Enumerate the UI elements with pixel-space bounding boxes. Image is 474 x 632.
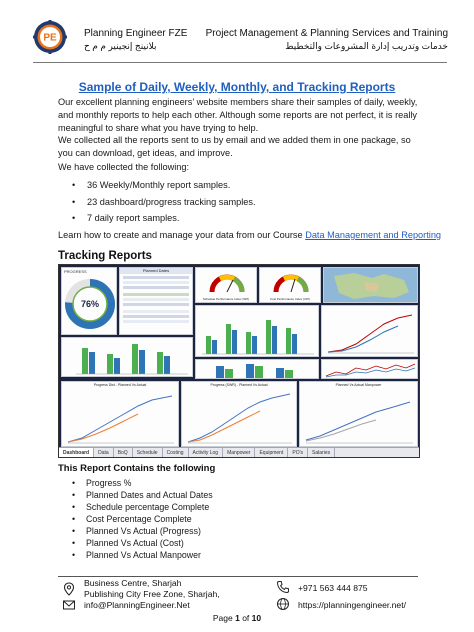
phone-number[interactable]: +971 563 444 875 <box>298 583 368 593</box>
tab-schedule: Schedule <box>133 448 163 457</box>
progress-donut-chart <box>62 274 118 334</box>
map-panel <box>323 267 418 303</box>
globe-icon <box>276 597 290 611</box>
collection-paragraph: We collected all the reports sent to us by email and we added them in one package, so you can download, get ideas, and improve. <box>58 135 411 158</box>
footer-divider <box>58 576 418 577</box>
course-line <box>58 230 441 240</box>
dashboard-screenshot <box>58 264 420 458</box>
tab-dashboard: Dashboard <box>59 448 94 457</box>
cpi-gauge-panel <box>259 267 321 303</box>
planned-vs-actual-manpower-panel <box>299 381 418 447</box>
tab-pos: PO's <box>288 448 308 457</box>
logo-text: PE <box>43 32 57 44</box>
progress-dist-chart <box>62 388 180 446</box>
progress-label: PROGRESS <box>64 269 87 274</box>
spi-title: Schedule Performance Index (SPI) <box>202 297 250 301</box>
website-link[interactable]: https://planningengineer.net/ <box>298 600 406 610</box>
bar-chart-2 <box>62 338 194 378</box>
progress-swr-panel <box>181 381 297 447</box>
email-icon <box>62 598 76 612</box>
progress-swr-chart <box>182 388 298 446</box>
bar-chart-1 <box>196 306 320 358</box>
planned-dates-table <box>123 276 189 323</box>
progress-swr-title: Progress (SWR) - Planned Vs Actual <box>210 383 268 387</box>
company-logo-icon <box>33 20 67 54</box>
planned-vs-actual-bar-panel <box>195 305 319 357</box>
spi-gauge-panel <box>195 267 257 303</box>
email-link[interactable]: info@PlanningEngineer.Net <box>84 600 190 610</box>
line-chart-1 <box>322 360 419 380</box>
map-image <box>324 268 419 304</box>
contains-heading: This Report Contains the following <box>58 463 216 474</box>
company-tagline-arabic: خدمات وتدريب إدارة المشروعات والتخطيط <box>285 41 448 51</box>
bar-chart-3 <box>196 360 320 380</box>
equipment-bar-panel <box>195 359 319 379</box>
sheet-tabs <box>59 447 419 457</box>
address-line-2: Publishing City Free Zone, Sharjah, <box>84 589 220 599</box>
progress-dist-title: Progress Dist - Planned Vs Actual <box>93 383 147 387</box>
course-prefix: Learn how to create and manage your data from our Course <box>58 230 306 240</box>
tab-boq: BoQ <box>114 448 133 457</box>
tracking-reports-heading: Tracking Reports <box>58 250 152 262</box>
phone-icon <box>276 580 290 594</box>
cpi-title: Cost Performance Index (CPI) <box>269 297 311 301</box>
header-divider <box>33 62 447 63</box>
manpower-chart <box>300 388 419 446</box>
map-pin-icon <box>62 582 76 596</box>
company-name: Planning Engineer FZE <box>84 28 188 39</box>
progress-value: 76% <box>80 299 100 309</box>
company-tagline: Project Management & Planning Services and Training <box>205 28 448 39</box>
scurve-chart-1 <box>322 306 419 358</box>
intro-paragraph: Our excellent planning engineers’ website members share their samples of daily, weekly, and monthly reports to help each other. Although some reports are not perfect, it is really meaningful to share what you have trying to help. <box>58 97 418 133</box>
page-number: Page 1 of 10 <box>212 613 262 623</box>
tab-manpower: Manpower <box>223 448 255 457</box>
document-title: Sample of Daily, Weekly, Monthly, and Tracking Reports <box>78 80 396 94</box>
cost-scurve-panel <box>321 305 418 357</box>
progress-dist-panel <box>61 381 179 447</box>
course-link[interactable]: Data Management and Reporting <box>305 230 442 240</box>
company-name-arabic: بلانينج إنجينير م م ح <box>84 41 157 51</box>
manpower-line-panel <box>321 359 418 379</box>
tab-activity-log: Activity Log <box>189 448 224 457</box>
tab-data: Data <box>94 448 114 457</box>
collected-intro: We have collected the following: <box>58 162 190 172</box>
tab-equipment: Equipment <box>255 448 288 457</box>
progress-donut-panel <box>61 267 117 335</box>
manpower-bar-panel <box>61 337 193 377</box>
planned-dates-panel <box>119 267 193 335</box>
tab-costing: Costing <box>163 448 189 457</box>
address-line-1: Business Centre, Sharjah <box>84 578 182 588</box>
tab-salaries: Salaries <box>308 448 335 457</box>
page-header <box>0 0 474 62</box>
manpower-chart-title: Planned Vs Actual Manpower <box>335 383 382 387</box>
planned-dates-title: Planned Dates <box>120 268 192 274</box>
